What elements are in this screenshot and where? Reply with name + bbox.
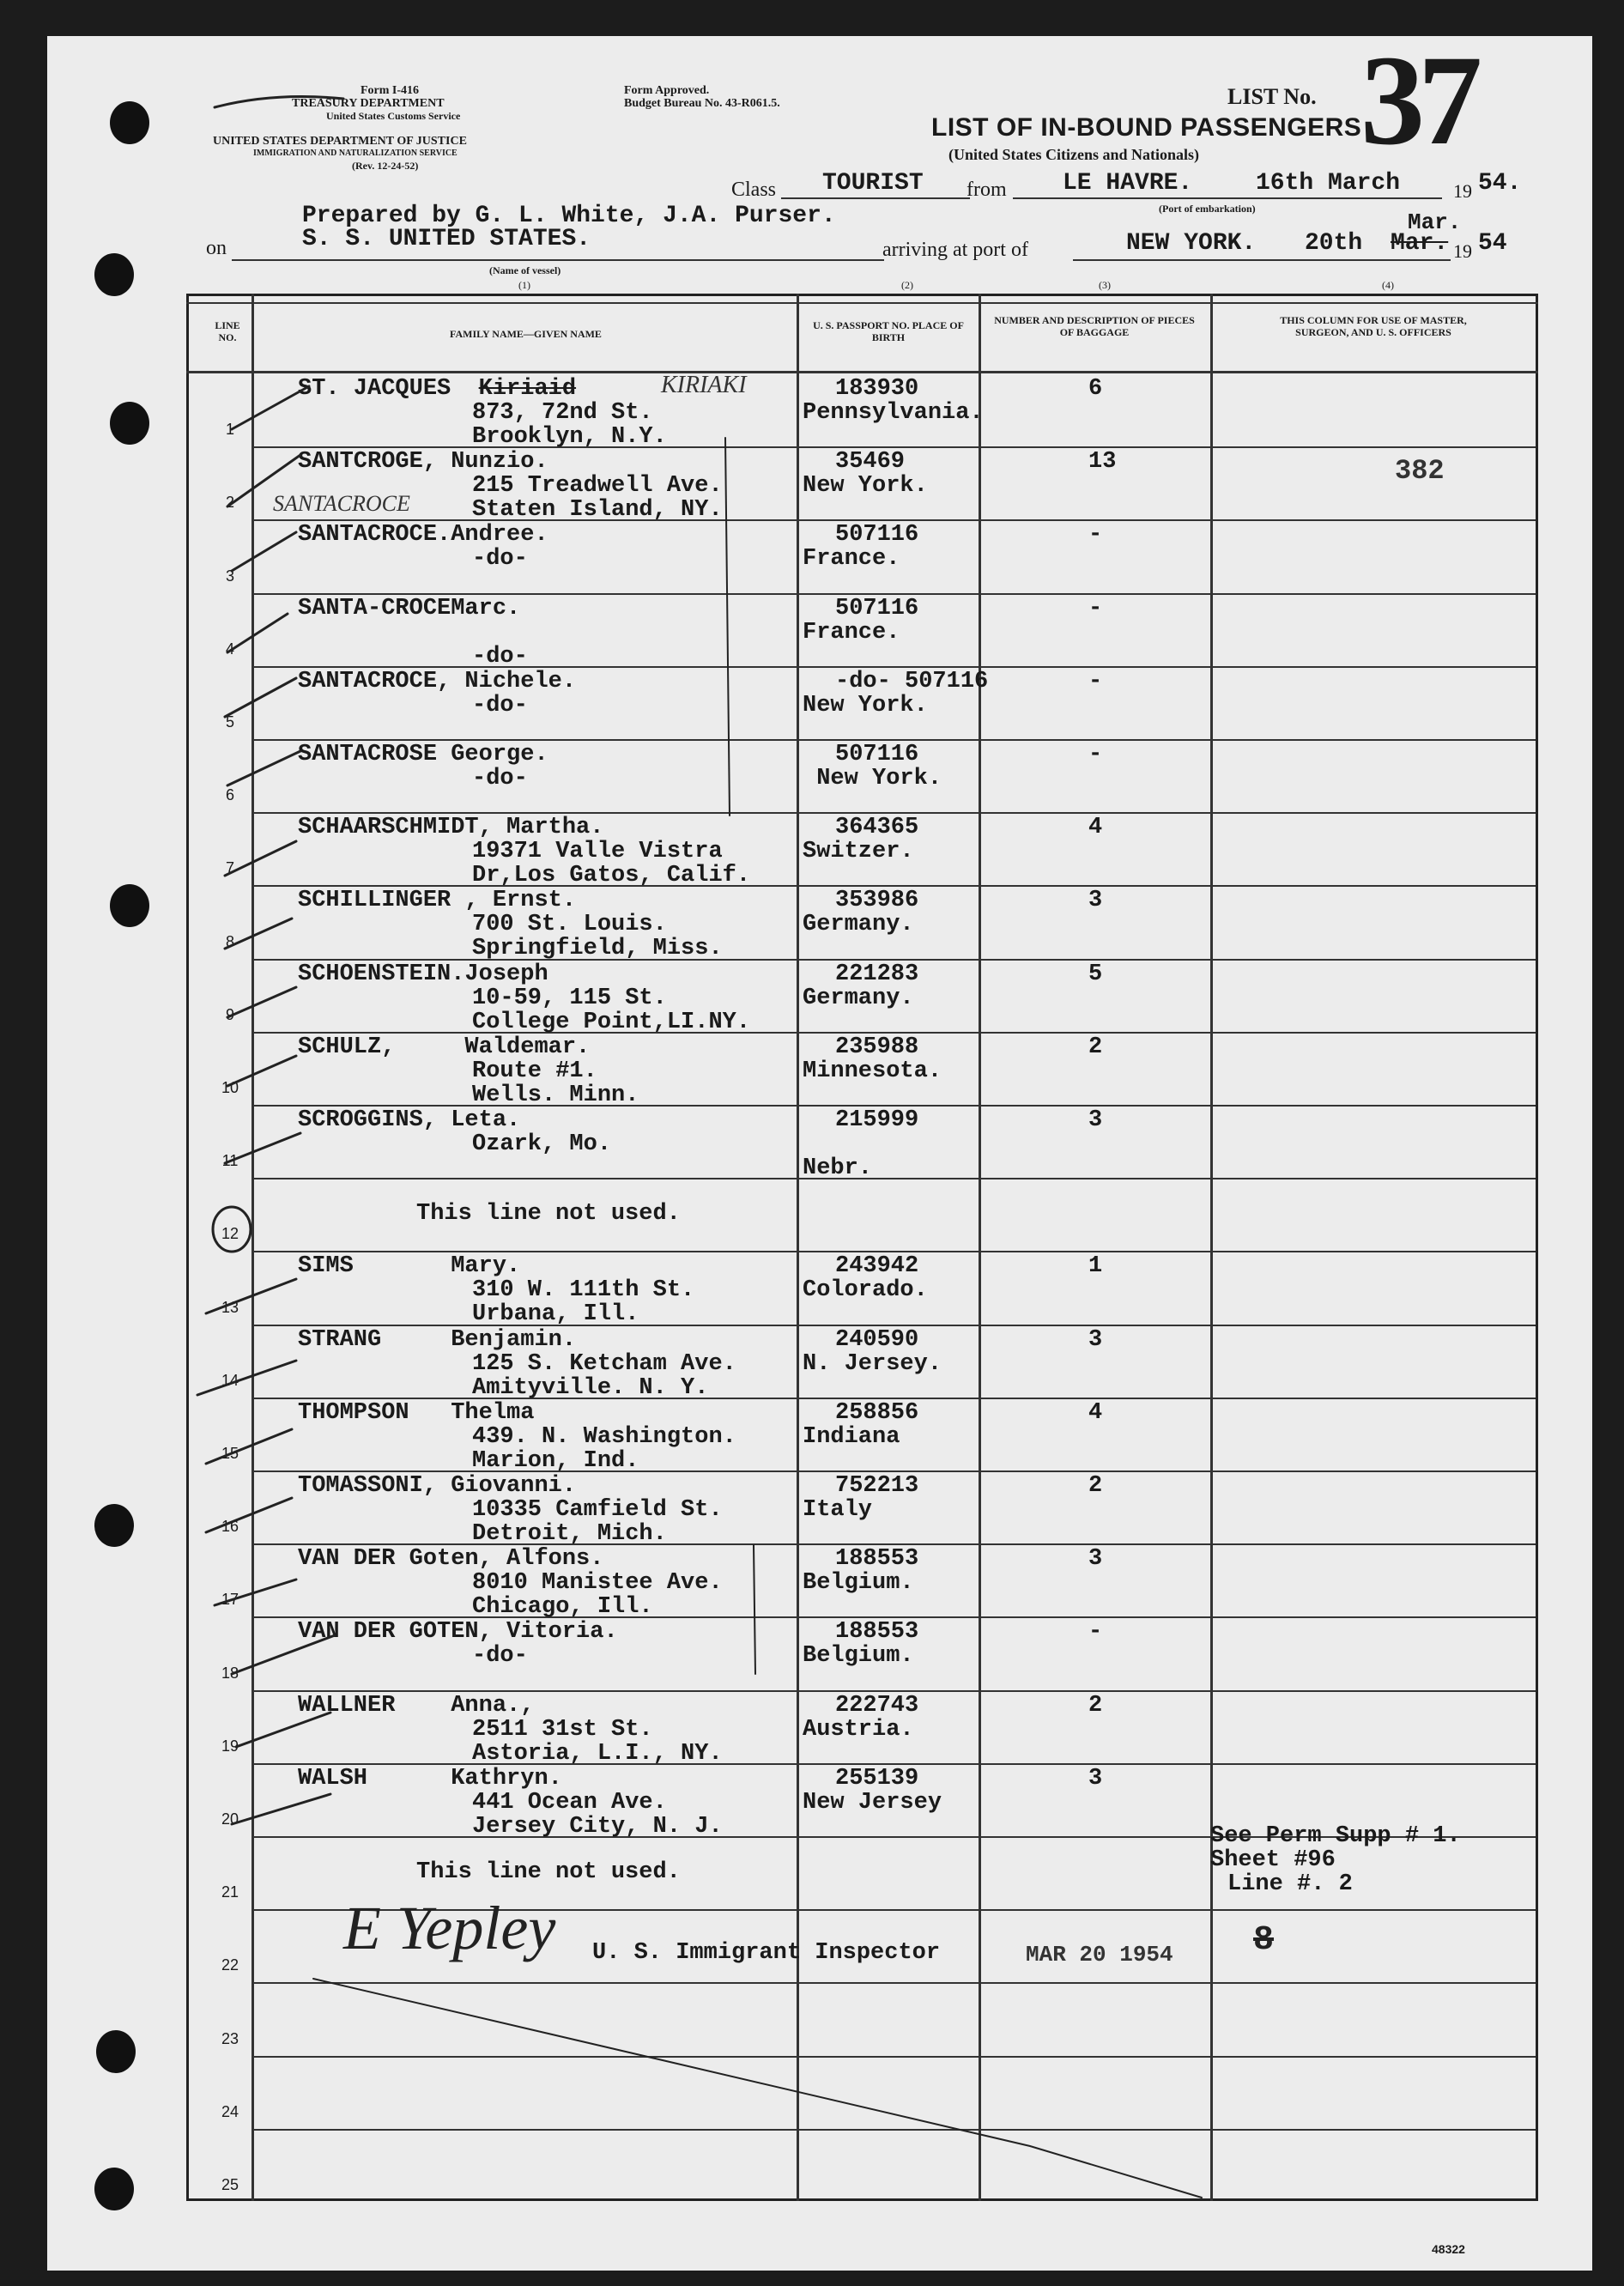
handwritten-santacroce: SANTACROCE (273, 491, 410, 516)
perm-supp-note-2: Sheet #96 (1210, 1847, 1336, 1873)
treasury-dept: TREASURY DEPARTMENT (292, 97, 445, 110)
passenger-name: SCHOENSTEIN.Joseph (298, 961, 548, 987)
baggage-count: 3 (1088, 1107, 1103, 1133)
line-number: 2 (225, 494, 234, 511)
passenger-name: This line not used. (416, 1201, 681, 1227)
passenger-name: SANTACROCE, Nichele. (298, 669, 577, 694)
line-number: 20 (221, 1810, 239, 1828)
passport-number: 364365 (835, 815, 919, 840)
class-value: TOURIST (822, 170, 924, 197)
class-label: Class (731, 179, 777, 201)
passenger-address: 2511 31st St. (472, 1717, 653, 1743)
line-number: 17 (221, 1591, 239, 1608)
baggage-count: - (1088, 522, 1103, 548)
list-no-label: LIST No. (1227, 84, 1317, 109)
passenger-address: Chicago, Ill. (472, 1594, 653, 1620)
list-number: 37 (1360, 29, 1476, 172)
passenger-address: Springfield, Miss. (472, 936, 723, 961)
prepared-by: Prepared by G. L. White, J.A. Purser. (302, 203, 836, 229)
passport-number: 183930 (835, 376, 919, 402)
form-number: Form I-416 (361, 84, 420, 97)
passenger-address: 215 Treadwell Ave. (472, 473, 723, 499)
place-of-birth: Austria. (803, 1717, 914, 1743)
line-number: 25 (221, 2176, 239, 2193)
passport-number: 507116 (835, 742, 919, 767)
header-line-no: LINE NO. (215, 319, 240, 343)
line-number: 10 (221, 1079, 239, 1096)
embarkation-date: 16th March (1256, 170, 1401, 197)
passport-number: 258856 (835, 1400, 919, 1426)
passport-number: 507116 (835, 596, 919, 622)
col-mark-1: (1) (518, 279, 530, 291)
passenger-address: -do- (472, 644, 528, 670)
from-label: from (967, 179, 1007, 201)
passenger-address: -do- (472, 766, 528, 791)
customs-service: United States Customs Service (326, 110, 461, 122)
passenger-address: Dr,Los Gatos, Calif. (472, 863, 751, 888)
passenger-address: 10335 Camfield St. (472, 1497, 723, 1523)
passenger-address: College Point,LI.NY. (472, 1010, 751, 1035)
perm-supp-note-3: Line #. 2 (1227, 1871, 1353, 1897)
place-of-birth: France. (803, 546, 900, 572)
passenger-address: Marion, Ind. (472, 1448, 639, 1474)
passport-number: 35469 (835, 449, 906, 475)
passenger-address: 441 Ocean Ave. (472, 1790, 667, 1816)
passenger-name: SCHULZ, Waldemar. (298, 1034, 591, 1060)
passport-number: 215999 (835, 1107, 919, 1133)
line-number: 22 (221, 1956, 239, 1974)
line-number: 8 (225, 933, 234, 950)
passenger-name: SIMS Mary. (298, 1253, 521, 1279)
passport-number: 188553 (835, 1619, 919, 1645)
place-of-birth: New York. (803, 473, 928, 499)
port-of-embarkation: LE HAVRE. (1063, 170, 1193, 197)
passenger-address: Detroit, Mich. (472, 1521, 667, 1547)
header-baggage: NUMBER AND DESCRIPTION OF PIECES OF BAGGAGE (994, 314, 1195, 338)
passenger-address: 439. N. Washington. (472, 1424, 736, 1450)
line-number: 5 (225, 713, 234, 731)
baggage-count: 1 (1088, 1253, 1103, 1279)
line-number: 15 (221, 1445, 239, 1462)
line-number: 12 (221, 1225, 239, 1242)
passport-number: 752213 (835, 1473, 919, 1499)
year-prefix-1: 19 (1453, 180, 1472, 202)
arrival-day: 20th (1305, 230, 1363, 257)
inspector-label: U. S. Immigrant Inspector (592, 1940, 941, 1966)
passenger-address: Wells. Minn. (472, 1082, 639, 1108)
passenger-address: -do- (472, 1643, 528, 1669)
passenger-address: 8010 Manistee Ave. (472, 1570, 723, 1596)
passenger-name: SANTACROSE George. (298, 742, 548, 767)
line-number: 19 (221, 1737, 239, 1755)
passenger-address: Brooklyn, N.Y. (472, 424, 667, 450)
perm-supp-note-1: See Perm Supp # 1. (1210, 1823, 1461, 1849)
header-passport: U. S. PASSPORT NO. PLACE OF BIRTH (813, 319, 964, 343)
passenger-address: 19371 Valle Vistra (472, 839, 723, 864)
passenger-address: -do- (472, 693, 528, 719)
place-of-birth: New York. (803, 693, 928, 719)
document-subtitle: (United States Citizens and Nationals) (948, 146, 1200, 163)
handwritten-kiriaki: KIRIAKI (661, 372, 747, 398)
passport-number: 255139 (835, 1766, 919, 1792)
passport-number: 221283 (835, 961, 919, 987)
place-of-birth: New York. (803, 766, 942, 791)
place-of-birth: Colorado. (803, 1277, 928, 1303)
line-number: 24 (221, 2103, 239, 2120)
struck-mark: 8 (1253, 1921, 1275, 1960)
baggage-count: 4 (1088, 1400, 1103, 1426)
passport-number: 507116 (835, 522, 919, 548)
passenger-address: Route #1. (472, 1058, 597, 1084)
print-code: 48322 (1432, 2242, 1465, 2256)
line-number: 14 (221, 1372, 239, 1389)
baggage-count: 5 (1088, 961, 1103, 987)
place-of-birth: Pennsylvania. (803, 400, 984, 426)
officer-mark-382: 382 (1395, 455, 1445, 487)
passenger-address: 700 St. Louis. (472, 912, 667, 937)
passenger-name: WALSH Kathryn. (298, 1766, 562, 1792)
vessel-caption: (Name of vessel) (489, 264, 561, 276)
place-of-birth: Indiana (803, 1424, 900, 1450)
baggage-count: 3 (1088, 1766, 1103, 1792)
passport-number: 243942 (835, 1253, 919, 1279)
passenger-name: SANTCROGE, Nunzio. (298, 449, 548, 475)
passenger-address: 310 W. 111th St. (472, 1277, 695, 1303)
passenger-address: Jersey City, N. J. (472, 1814, 723, 1840)
line-number: 4 (225, 640, 234, 658)
line-number: 21 (221, 1883, 239, 1901)
revision: (Rev. 12-24-52) (352, 160, 419, 172)
line-number: 18 (221, 1664, 239, 1682)
passenger-name: TOMASSONI, Giovanni. (298, 1473, 577, 1499)
place-of-birth: Germany. (803, 985, 914, 1011)
place-of-birth: Italy (803, 1497, 873, 1523)
arrival-month: Mar. (1408, 209, 1462, 235)
baggage-count: 3 (1088, 1327, 1103, 1353)
header-name: FAMILY NAME—GIVEN NAME (450, 328, 602, 340)
passenger-address: 125 S. Ketcham Ave. (472, 1351, 736, 1377)
passenger-address: 873, 72nd St. (472, 400, 653, 426)
passport-number: 240590 (835, 1327, 919, 1353)
line-number: 13 (221, 1299, 239, 1316)
passenger-name: WALLNER Anna., (298, 1693, 535, 1719)
line-number: 1 (225, 421, 234, 438)
line-number: 9 (225, 1006, 234, 1023)
passenger-name: SCROGGINS, Leta. (298, 1107, 521, 1133)
place-of-birth: New Jersey (803, 1790, 942, 1816)
baggage-count: - (1088, 1619, 1103, 1645)
budget-bureau: Budget Bureau No. 43-R061.5. (624, 97, 780, 110)
passenger-name: THOMPSON Thelma (298, 1400, 535, 1426)
baggage-count: 3 (1088, 888, 1103, 913)
place-of-birth: Nebr. (803, 1155, 873, 1181)
document-title: LIST OF IN-BOUND PASSENGERS (931, 113, 1362, 142)
place-of-birth: Belgium. (803, 1643, 914, 1669)
on-label: on (206, 237, 227, 259)
form-approved: Form Approved. (624, 84, 710, 97)
passport-number: 235988 (835, 1034, 919, 1060)
year-suffix-2: 54 (1478, 230, 1507, 257)
header-officers: THIS COLUMN FOR USE OF MASTER, SURGEON, AND U. S. OFFICERS (1280, 314, 1467, 338)
passport-number: 188553 (835, 1546, 919, 1572)
passport-number: 353986 (835, 888, 919, 913)
passenger-address: -do- (472, 546, 528, 572)
baggage-count: 4 (1088, 815, 1103, 840)
baggage-count: 2 (1088, 1034, 1103, 1060)
passenger-name: SCHILLINGER , Ernst. (298, 888, 577, 913)
place-of-birth: Minnesota. (803, 1058, 942, 1084)
passenger-address: Ozark, Mo. (472, 1131, 612, 1157)
col-mark-4: (4) (1382, 279, 1394, 291)
baggage-count: 13 (1088, 449, 1117, 475)
baggage-count: 6 (1088, 376, 1103, 402)
passenger-name: ST. JACQUES Kiriaid (298, 376, 577, 402)
passenger-address: Urbana, Ill. (472, 1301, 639, 1327)
justice-dept: UNITED STATES DEPARTMENT OF JUSTICE (213, 135, 467, 148)
line-number: 7 (225, 859, 234, 876)
place-of-birth: Belgium. (803, 1570, 914, 1596)
arrival-month-struck: Mar. (1391, 230, 1449, 257)
port-embark-caption: (Port of embarkation) (1159, 203, 1256, 215)
col-mark-2: (2) (901, 279, 913, 291)
passenger-address: Astoria, L.I., NY. (472, 1741, 723, 1767)
passenger-address: Staten Island, NY. (472, 497, 723, 523)
baggage-count: 2 (1088, 1693, 1103, 1719)
passport-number: 222743 (835, 1693, 919, 1719)
line-number: 6 (225, 786, 234, 803)
line-number: 11 (221, 1152, 239, 1169)
baggage-count: 3 (1088, 1546, 1103, 1572)
passenger-address: Amityville. N. Y. (472, 1375, 709, 1401)
place-of-birth: Switzer. (803, 839, 914, 864)
passenger-address: 10-59, 115 St. (472, 985, 667, 1011)
passenger-name: SANTACROCE.Andree. (298, 522, 548, 548)
baggage-count: - (1088, 669, 1103, 694)
passenger-name: SANTA-CROCEMarc. (298, 596, 521, 622)
passenger-name: VAN DER GOTEN, Vitoria. (298, 1619, 618, 1645)
passenger-name: STRANG Benjamin. (298, 1327, 577, 1353)
year-prefix-2: 19 (1453, 240, 1472, 262)
line-number: 3 (225, 567, 234, 585)
arrival-port: NEW YORK. (1126, 230, 1257, 257)
baggage-count: - (1088, 742, 1103, 767)
place-of-birth: N. Jersey. (803, 1351, 942, 1377)
line-number: 16 (221, 1518, 239, 1535)
passenger-name: VAN DER Goten, Alfons. (298, 1546, 604, 1572)
col-mark-3: (3) (1099, 279, 1111, 291)
place-of-birth: France. (803, 620, 900, 646)
passenger-name: SCHAARSCHMIDT, Martha. (298, 815, 604, 840)
ins-service: IMMIGRATION AND NATURALIZATION SERVICE (253, 149, 458, 158)
arriving-label: arriving at port of (882, 239, 1028, 261)
place-of-birth: Germany. (803, 912, 914, 937)
passenger-name: This line not used. (416, 1859, 681, 1885)
line-number: 23 (221, 2030, 239, 2047)
passport-number: -do- 507116 (835, 669, 989, 694)
baggage-count: 2 (1088, 1473, 1103, 1499)
baggage-count: - (1088, 596, 1103, 622)
year-suffix-1: 54. (1478, 170, 1522, 197)
inspector-signature: E Yepley (343, 1894, 556, 1962)
date-stamp: MAR 20 1954 (1026, 1942, 1173, 1968)
vessel-name: S. S. UNITED STATES. (302, 226, 591, 252)
